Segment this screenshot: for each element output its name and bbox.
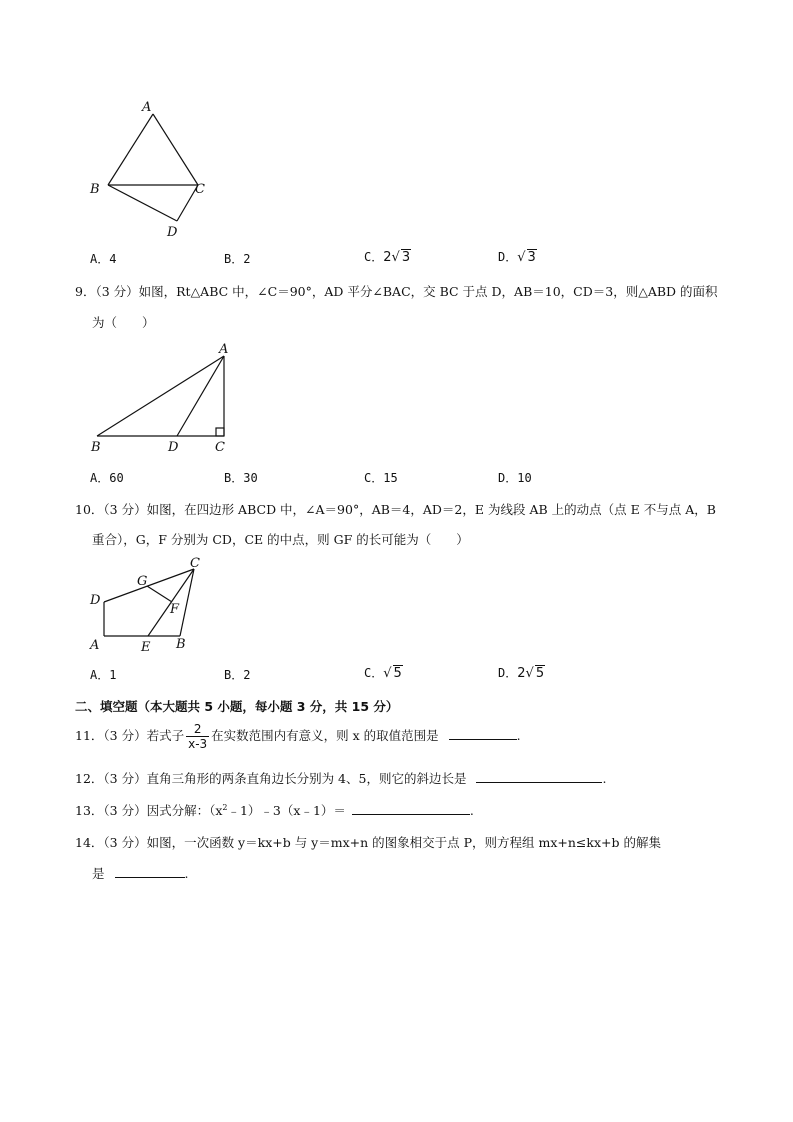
q11-suffix: 在实数范围内有意义，则 x 的取值范围是 — [211, 728, 439, 743]
q8-option-c-label: C． — [364, 250, 384, 264]
q8-option-d-radicand: 3 — [527, 250, 536, 265]
q13-exponent: 2 — [222, 802, 228, 812]
q10-option-d[interactable] — [498, 664, 545, 681]
q8-option-d-label: D． — [498, 250, 518, 264]
q13-suffix: ﹣1）﹣3（x﹣1）＝ — [227, 803, 346, 818]
q8-option-d[interactable] — [498, 248, 537, 265]
q8-option-c[interactable] — [364, 248, 411, 265]
q8-option-b[interactable]: B．2 — [224, 252, 251, 266]
q11-fraction-denominator: x-3 — [188, 737, 208, 751]
q10-option-c-label: C． — [364, 666, 384, 680]
q10-stem-line2: 重合），G，F 分别为 CD，CE 的中点，则 GF 的长可能为（ ） — [92, 532, 469, 547]
q10-option-d-coef: 2 — [517, 666, 526, 681]
q13-prefix: 13．（3 分）因式分解：（x — [75, 803, 223, 818]
q14-end: . — [184, 866, 189, 881]
q12-end: . — [602, 771, 607, 786]
q10-option-c-sqrt: √ 5 — [383, 666, 402, 681]
q10-option-d-label: D． — [498, 666, 518, 680]
q13 — [75, 801, 474, 819]
q10-option-d-radicand: 5 — [535, 666, 545, 681]
q10-label-a: A — [90, 638, 100, 653]
q14-line2-text: 是 — [92, 866, 105, 881]
q10-label-f: F — [170, 602, 180, 617]
q8-label-a: A — [142, 100, 152, 115]
q11-fraction — [186, 722, 209, 751]
q9-option-b[interactable]: B．30 — [224, 471, 258, 485]
q14-answer-blank[interactable] — [115, 865, 185, 878]
q9-option-a[interactable]: A．60 — [90, 471, 124, 485]
q9-stem-line2: 为（ ） — [92, 315, 155, 330]
q13-end: . — [469, 803, 474, 818]
q8-label-d: D — [167, 225, 178, 240]
q9-label-b: B — [91, 440, 101, 455]
q8-label-b: B — [90, 182, 100, 197]
q8-figure — [85, 95, 225, 245]
q14-stem-line2 — [92, 864, 188, 882]
q8-label-c: C — [195, 182, 205, 197]
q10-option-b[interactable]: B．2 — [224, 668, 251, 682]
q14-stem-line1: 14．（3 分）如图，一次函数 y＝kx+b 与 y＝mx+n 的图象相交于点 P，则方程组 mx+n≤kx+b 的解集 — [75, 835, 661, 850]
q9-label-d: D — [168, 440, 179, 455]
q8-option-a[interactable]: A．4 — [90, 252, 117, 266]
q11-prefix: 11．（3 分）若式子 — [75, 728, 185, 743]
q10-option-a[interactable]: A．1 — [90, 668, 117, 682]
q8-option-c-sqrt: √ 3 — [391, 250, 411, 265]
q11 — [75, 722, 521, 751]
q10-label-d: D — [90, 593, 101, 608]
q12 — [75, 769, 606, 787]
q10-label-c: C — [190, 556, 200, 571]
q9-figure — [85, 338, 245, 458]
q10-stem-line1: 10．（3 分）如图，在四边形 ABCD 中，∠A＝90°，AB＝4，AD＝2，E 为线段 AB 上的动点（点 E 不与点 A，B — [75, 502, 716, 517]
q8-option-c-coef: 2 — [383, 250, 392, 265]
q11-answer-blank[interactable] — [449, 727, 517, 740]
q12-text: 12．（3 分）直角三角形的两条直角边长分别为 4、5，则它的斜边长是 — [75, 771, 467, 786]
q10-option-c[interactable] — [364, 664, 403, 681]
q10-label-e: E — [141, 640, 151, 655]
q11-fraction-numerator: 2 — [186, 722, 209, 737]
q8-option-d-sqrt: √ 3 — [517, 250, 536, 265]
q11-end: . — [516, 728, 521, 743]
q8-option-c-radicand: 3 — [401, 250, 411, 265]
q10-label-b: B — [176, 637, 186, 652]
q10-figure — [85, 555, 215, 655]
q10-label-g: G — [137, 574, 148, 589]
q13-answer-blank[interactable] — [352, 802, 470, 815]
q10-option-c-radicand: 5 — [393, 666, 402, 681]
q9-label-c: C — [215, 440, 225, 455]
q9-option-c[interactable]: C．15 — [364, 471, 398, 485]
section-2-title: 二、填空题（本大题共 5 小题，每小题 3 分，共 15 分） — [75, 699, 399, 714]
q12-answer-blank[interactable] — [476, 770, 602, 783]
q9-label-a: A — [219, 342, 229, 357]
q9-option-d[interactable]: D．10 — [498, 471, 532, 485]
q10-option-d-sqrt: √ 5 — [525, 666, 545, 681]
q9-stem-line1: 9．（3 分）如图，Rt△ABC 中，∠C＝90°，AD 平分∠BAC，交 BC 于点 D，AB＝10，CD＝3，则△ABD 的面积 — [75, 284, 718, 299]
